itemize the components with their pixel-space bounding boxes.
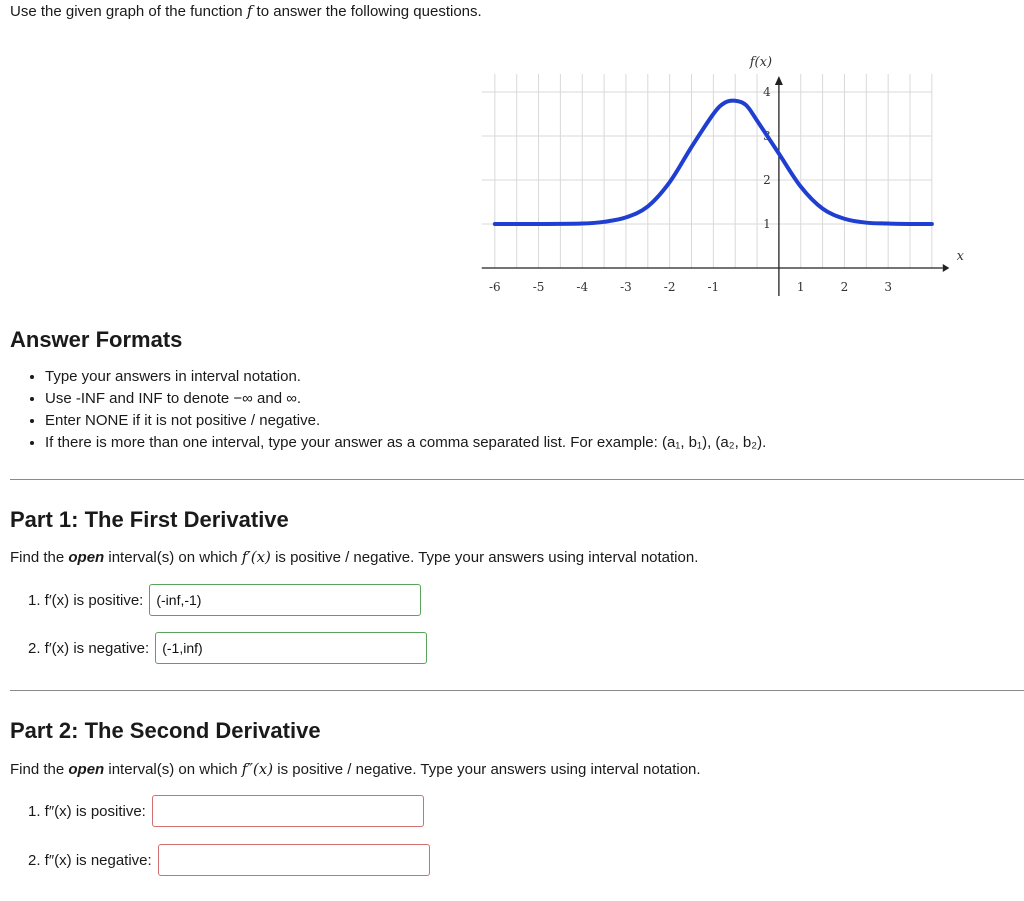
divider: [10, 479, 1024, 480]
y-tick-label: 1: [763, 217, 771, 231]
part2-title: Part 2: The Second Derivative: [10, 718, 321, 743]
list-item: • Type your answers in interval notation.: [45, 366, 766, 388]
x-tick-label: 3: [884, 280, 892, 294]
x-tick-label: -4: [576, 280, 589, 294]
y-axis-arrow: [775, 76, 783, 85]
list-item: • If there is more than one interval, type your answer as a comma separated list. For example: (a₁, b₁), (a₂, b₂).: [45, 432, 766, 454]
x-axis-arrow: [943, 264, 950, 272]
y-tick-label: 2: [763, 173, 771, 187]
fprime-negative-input[interactable]: [155, 632, 427, 664]
part1-instructions: Find the open interval(s) on which f′(x) is positive / negative. Type your answers using interval notation.: [10, 548, 699, 566]
y-tick-label: 4: [763, 85, 771, 99]
part1-question-2: [28, 632, 427, 664]
x-tick-label: 1: [796, 280, 805, 294]
fdoubleprime-positive-input[interactable]: [152, 795, 424, 827]
graph-svg: [436, 36, 964, 312]
question-label: 1. f′(x) is positive:: [28, 591, 144, 609]
x-tick-label: -2: [663, 280, 676, 294]
question-label: 2. f″(x) is negative:: [28, 851, 152, 869]
y-tick-label: 3: [763, 129, 771, 143]
intro-text: Use the given graph of the function f to answer the following questions.: [10, 2, 482, 20]
x-tick-label: -6: [488, 280, 501, 294]
list-item: • Use -INF and INF to denote −∞ and ∞.: [45, 388, 766, 410]
fdoubleprime-negative-input[interactable]: [158, 844, 430, 876]
part1-title: Part 1: The First Derivative: [10, 507, 289, 532]
part2-question-2: [28, 844, 430, 876]
part2-instructions: Find the open interval(s) on which f″(x) is positive / negative. Type your answers using interval notation.: [10, 760, 701, 778]
x-tick-label: -1: [707, 280, 720, 294]
x-axis-label: x: [956, 249, 964, 264]
answer-formats-list: [30, 366, 766, 454]
answer-formats-title: Answer Formats: [10, 327, 183, 352]
x-tick-label: -5: [532, 280, 545, 294]
fprime-positive-input[interactable]: [149, 584, 421, 616]
question-label: 1. f″(x) is positive:: [28, 802, 146, 820]
x-tick-label: 2: [840, 280, 849, 294]
question-label: 2. f′(x) is negative:: [28, 639, 150, 657]
part2-question-1: [28, 795, 424, 827]
list-item: • Enter NONE if it is not positive / negative.: [45, 410, 766, 432]
y-axis-label: f(x): [749, 55, 773, 70]
function-graph: [436, 36, 964, 312]
x-tick-label: -3: [620, 280, 632, 294]
divider: [10, 690, 1024, 691]
part1-question-1: [28, 584, 421, 616]
